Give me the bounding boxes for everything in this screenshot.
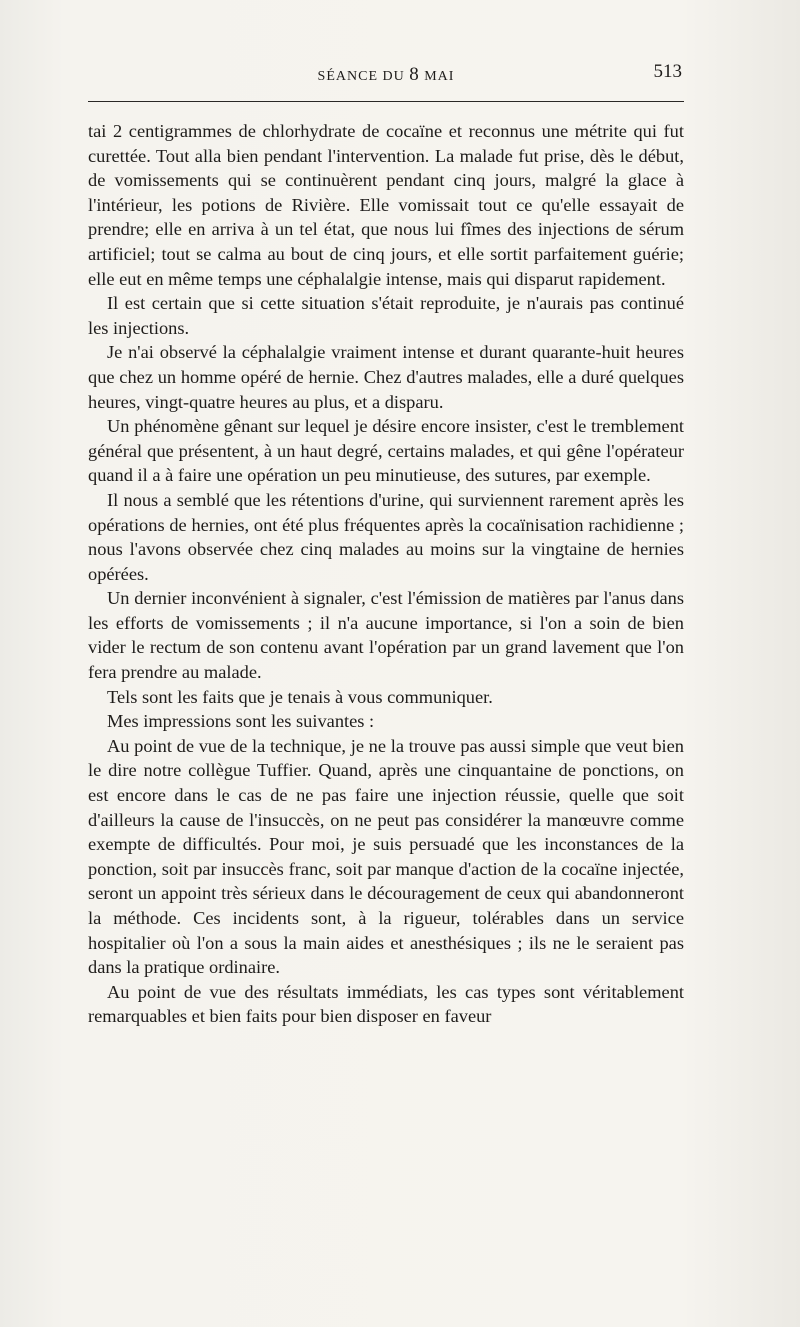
running-title-suffix: MAI xyxy=(424,69,455,84)
paragraph-9: Au point de vue de la technique, je ne la trouve pas aussi simple que veut bien le dire notre collègue Tuffier. Quand, après une cinquantaine de ponctions, on est encore dans le cas de ne pas faire une injection réussie, quelle que soit d'ailleurs la cause de l'insuccès, on ne peut pas considérer la manœuvre comme exempte de difficultés. Pour moi, je suis persuadé que les inconstances de la ponction, soit par insuccès franc, soit par manque d'action de la cocaïne injectée, seront un appoint très sérieux dans le découragement de ceux qui abandonneront la méthode. Ces incidents sont, à la rigueur, tolérables dans un service hospitalier où l'on a sous la main aides et anesthésiques ; ils ne le seraient pas dans la pratique ordinaire. xyxy=(88,735,684,978)
paragraph-1: tai 2 centigrammes de chlorhydrate de cocaïne et reconnus une métrite qui fut curettée. Tout alla bien pendant l'intervention. La malade fut prise, dès le début, de vomissements qui se continuèrent pendant cinq jours, malgré la glace à l'intérieur, les potions de Rivière. Elle vomissait tout ce qu'elle essayait de prendre; elle en arriva à un tel état, que nous lui fîmes des injections de sérum artificiel; tout se calma au bout de cinq jours, et elle sortit parfaitement guérie; elle eut en même temps une céphalalgie intense, mais qui disparut rapidement. xyxy=(88,121,684,289)
running-title xyxy=(88,64,684,86)
paragraph-2: Il est certain que si cette situation s'était reproduite, je n'aurais pas continué les injections. xyxy=(88,293,684,338)
paragraph-3: Je n'ai observé la céphalalgie vraiment intense et durant quarante-huit heures que chez un homme opéré de hernie. Chez d'autres malades, elle a duré quelques heures, vingt-quatre heures au plus, et a disparu. xyxy=(88,342,684,412)
page-header xyxy=(88,60,684,92)
running-title-prefix: SÉANCE DU xyxy=(317,69,405,84)
paragraph-6: Un dernier inconvénient à signaler, c'est l'émission de matières par l'anus dans les efforts de vomissements ; il n'a aucune importance, si l'on a soin de bien vider le rectum de son contenu avant l'opération par un grand lavement que l'on fera prendre au malade. xyxy=(88,588,684,683)
running-title-day: 8 xyxy=(409,64,420,85)
paragraph-5: Il nous a semblé que les rétentions d'urine, qui surviennent rarement après les opérations de hernies, ont été plus fréquentes après la cocaïnisation rachidienne ; nous l'avons observée chez cinq malades au moins sur la vingtaine de hernies opérées. xyxy=(88,489,684,584)
header-rule xyxy=(88,101,684,102)
body-text xyxy=(88,119,684,1029)
page-number: 513 xyxy=(653,61,682,82)
paragraph-8: Mes impressions sont les suivantes : xyxy=(107,711,375,732)
paragraph-7: Tels sont les faits que je tenais à vous communiquer. xyxy=(107,686,493,707)
paragraph-10: Au point de vue des résultats immédiats, les cas types sont véritablement remarquables et bien faits pour bien disposer en faveur xyxy=(88,981,684,1027)
paragraph-4: Un phénomène gênant sur lequel je désire encore insister, c'est le tremblement général que présentent, à un haut degré, certains malades, et qui gêne l'opérateur quand il a à faire une opération un peu minutieuse, des sutures, par exemple. xyxy=(88,416,684,486)
